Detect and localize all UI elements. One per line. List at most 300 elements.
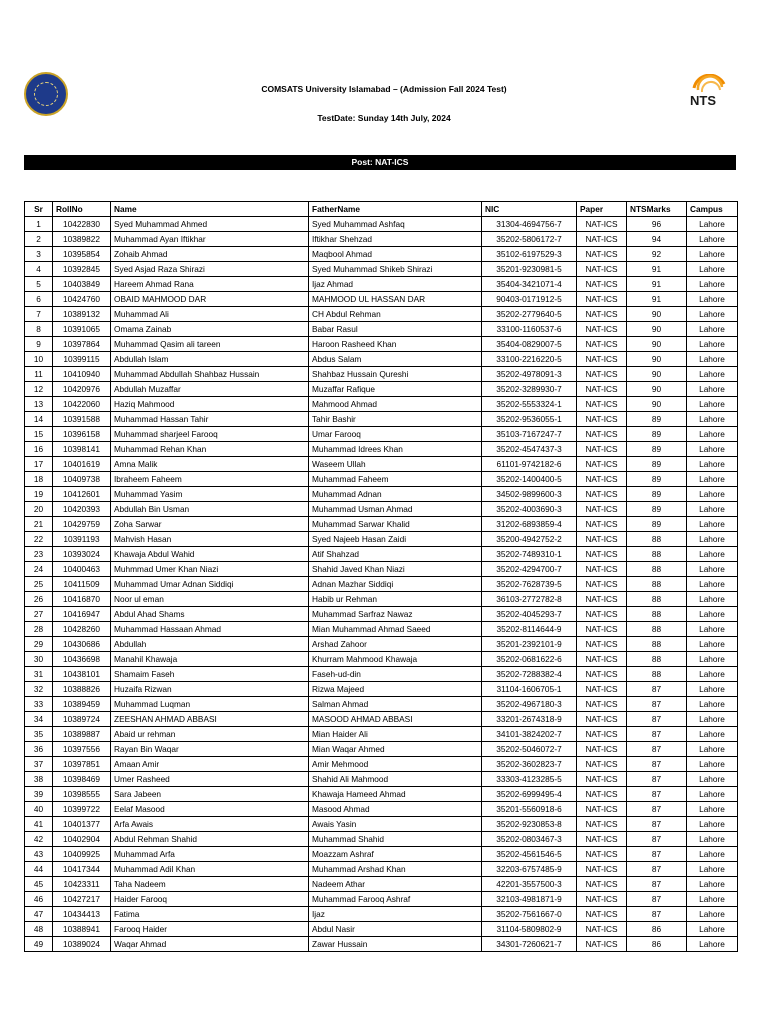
- cell-nic: 31104-1606705-1: [482, 682, 577, 697]
- table-row: [25, 562, 738, 577]
- cell-rollno: 10398141: [53, 442, 111, 457]
- cell-name: Muhammad Rehan Khan: [111, 442, 309, 457]
- cell-campus: Lahore: [687, 847, 738, 862]
- cell-name: Haider Farooq: [111, 892, 309, 907]
- cell-campus: Lahore: [687, 562, 738, 577]
- cell-fathername: Muhammad Faheem: [309, 472, 482, 487]
- cell-ntsmarks: 92: [627, 247, 687, 262]
- cell-name: Muhammad Hassaan Ahmad: [111, 622, 309, 637]
- cell-paper: NAT-ICS: [577, 217, 627, 232]
- cell-ntsmarks: 88: [627, 577, 687, 592]
- cell-paper: NAT-ICS: [577, 352, 627, 367]
- table-row: [25, 622, 738, 637]
- cell-nic: 35202-4547437-3: [482, 442, 577, 457]
- cell-rollno: 10398469: [53, 772, 111, 787]
- cell-fathername: Tahir Bashir: [309, 412, 482, 427]
- table-row: [25, 712, 738, 727]
- cell-name: Mahvish Hasan: [111, 532, 309, 547]
- cell-name: Arfa Awais: [111, 817, 309, 832]
- cell-sr: 2: [25, 232, 53, 247]
- cell-rollno: 10438101: [53, 667, 111, 682]
- cell-nic: 35404-3421071-4: [482, 277, 577, 292]
- table-row: [25, 517, 738, 532]
- table-row: [25, 232, 738, 247]
- cell-paper: NAT-ICS: [577, 772, 627, 787]
- cell-sr: 48: [25, 922, 53, 937]
- cell-nic: 35201-5560918-6: [482, 802, 577, 817]
- table-row: [25, 772, 738, 787]
- cell-nic: 33100-1160537-6: [482, 322, 577, 337]
- cell-sr: 42: [25, 832, 53, 847]
- cell-name: Eelaf Masood: [111, 802, 309, 817]
- cell-rollno: 10401619: [53, 457, 111, 472]
- cell-fathername: Maqbool Ahmad: [309, 247, 482, 262]
- table-row: [25, 637, 738, 652]
- table-row: [25, 352, 738, 367]
- cell-rollno: 10417344: [53, 862, 111, 877]
- cell-nic: 35202-9536055-1: [482, 412, 577, 427]
- cell-name: Amna Malik: [111, 457, 309, 472]
- cell-name: Rayan Bin Waqar: [111, 742, 309, 757]
- table-row: [25, 427, 738, 442]
- cell-paper: NAT-ICS: [577, 442, 627, 457]
- cell-name: Abdul Rehman Shahid: [111, 832, 309, 847]
- cell-name: Muhammad Ayan Iftikhar: [111, 232, 309, 247]
- cell-sr: 18: [25, 472, 53, 487]
- cell-name: Abaid ur rehman: [111, 727, 309, 742]
- cell-nic: 35202-5046072-7: [482, 742, 577, 757]
- table-row: [25, 457, 738, 472]
- cell-campus: Lahore: [687, 592, 738, 607]
- cell-ntsmarks: 87: [627, 862, 687, 877]
- cell-rollno: 10402904: [53, 832, 111, 847]
- cell-ntsmarks: 87: [627, 757, 687, 772]
- column-header-paper: Paper: [577, 202, 627, 217]
- cell-nic: 35202-4045293-7: [482, 607, 577, 622]
- cell-paper: NAT-ICS: [577, 232, 627, 247]
- cell-ntsmarks: 87: [627, 742, 687, 757]
- cell-campus: Lahore: [687, 637, 738, 652]
- cell-fathername: Muhammad Arshad Khan: [309, 862, 482, 877]
- cell-campus: Lahore: [687, 787, 738, 802]
- table-row: [25, 922, 738, 937]
- cell-nic: 35202-4967180-3: [482, 697, 577, 712]
- cell-fathername: Mahmood Ahmad: [309, 397, 482, 412]
- cell-ntsmarks: 87: [627, 892, 687, 907]
- cell-sr: 24: [25, 562, 53, 577]
- cell-paper: NAT-ICS: [577, 382, 627, 397]
- cell-paper: NAT-ICS: [577, 727, 627, 742]
- cell-fathername: Haroon Rasheed Khan: [309, 337, 482, 352]
- cell-name: Muhmmad Umer Khan Niazi: [111, 562, 309, 577]
- cell-name: Waqar Ahmad: [111, 937, 309, 952]
- cell-ntsmarks: 87: [627, 847, 687, 862]
- table-row: [25, 877, 738, 892]
- cell-sr: 6: [25, 292, 53, 307]
- cell-nic: 35202-1400400-5: [482, 472, 577, 487]
- cell-paper: NAT-ICS: [577, 532, 627, 547]
- cell-paper: NAT-ICS: [577, 397, 627, 412]
- table-header-row: [25, 202, 738, 217]
- table-row: [25, 742, 738, 757]
- cell-rollno: 10423311: [53, 877, 111, 892]
- cell-paper: NAT-ICS: [577, 547, 627, 562]
- cell-fathername: Muhammad Farooq Ashraf: [309, 892, 482, 907]
- cell-paper: NAT-ICS: [577, 562, 627, 577]
- cell-nic: 35202-4003690-3: [482, 502, 577, 517]
- cell-sr: 31: [25, 667, 53, 682]
- cell-name: Muhammad Qasim ali tareen: [111, 337, 309, 352]
- cell-ntsmarks: 90: [627, 382, 687, 397]
- cell-campus: Lahore: [687, 502, 738, 517]
- cell-paper: NAT-ICS: [577, 877, 627, 892]
- cell-ntsmarks: 89: [627, 472, 687, 487]
- cell-nic: 33100-2216220-5: [482, 352, 577, 367]
- cell-paper: NAT-ICS: [577, 847, 627, 862]
- cell-fathername: Salman Ahmad: [309, 697, 482, 712]
- cell-name: Farooq Haider: [111, 922, 309, 937]
- cell-ntsmarks: 87: [627, 697, 687, 712]
- cell-ntsmarks: 90: [627, 337, 687, 352]
- cell-name: Haziq Mahmood: [111, 397, 309, 412]
- cell-rollno: 10389024: [53, 937, 111, 952]
- cell-rollno: 10389887: [53, 727, 111, 742]
- cell-sr: 9: [25, 337, 53, 352]
- cell-paper: NAT-ICS: [577, 367, 627, 382]
- cell-campus: Lahore: [687, 427, 738, 442]
- table-row: [25, 277, 738, 292]
- table-row: [25, 697, 738, 712]
- cell-fathername: Nadeem Athar: [309, 877, 482, 892]
- cell-fathername: Ijaz Ahmad: [309, 277, 482, 292]
- cell-ntsmarks: 88: [627, 592, 687, 607]
- cell-campus: Lahore: [687, 337, 738, 352]
- cell-fathername: Muhammad Sarwar Khalid: [309, 517, 482, 532]
- cell-rollno: 10409925: [53, 847, 111, 862]
- cell-campus: Lahore: [687, 412, 738, 427]
- table-row: [25, 907, 738, 922]
- cell-fathername: Faseh-ud-din: [309, 667, 482, 682]
- table-row: [25, 262, 738, 277]
- cell-paper: NAT-ICS: [577, 502, 627, 517]
- cell-sr: 45: [25, 877, 53, 892]
- cell-name: Hareem Ahmad Rana: [111, 277, 309, 292]
- cell-fathername: Khawaja Hameed Ahmad: [309, 787, 482, 802]
- cell-rollno: 10389459: [53, 697, 111, 712]
- cell-paper: NAT-ICS: [577, 307, 627, 322]
- cell-rollno: 10403849: [53, 277, 111, 292]
- table-row: [25, 592, 738, 607]
- cell-campus: Lahore: [687, 382, 738, 397]
- cell-sr: 25: [25, 577, 53, 592]
- table-row: [25, 787, 738, 802]
- cell-campus: Lahore: [687, 772, 738, 787]
- cell-ntsmarks: 90: [627, 307, 687, 322]
- cell-campus: Lahore: [687, 277, 738, 292]
- cell-paper: NAT-ICS: [577, 802, 627, 817]
- cell-sr: 37: [25, 757, 53, 772]
- cell-fathername: Abdul Nasir: [309, 922, 482, 937]
- cell-fathername: Waseem Ullah: [309, 457, 482, 472]
- cell-paper: NAT-ICS: [577, 922, 627, 937]
- cell-nic: 35202-7561667-0: [482, 907, 577, 922]
- cell-sr: 36: [25, 742, 53, 757]
- cell-sr: 40: [25, 802, 53, 817]
- cell-fathername: Moazzam Ashraf: [309, 847, 482, 862]
- cell-ntsmarks: 87: [627, 727, 687, 742]
- cell-rollno: 10396158: [53, 427, 111, 442]
- cell-name: Omama Zainab: [111, 322, 309, 337]
- cell-nic: 35202-7288382-4: [482, 667, 577, 682]
- cell-paper: NAT-ICS: [577, 322, 627, 337]
- cell-rollno: 10397864: [53, 337, 111, 352]
- cell-sr: 33: [25, 697, 53, 712]
- cell-ntsmarks: 91: [627, 262, 687, 277]
- cell-campus: Lahore: [687, 817, 738, 832]
- cell-fathername: Muhammad Adnan: [309, 487, 482, 502]
- document-title: COMSATS University Islamabad – (Admission Fall 2024 Test): [261, 84, 507, 94]
- post-banner: Post: NAT-ICS: [24, 155, 736, 170]
- cell-rollno: 10420393: [53, 502, 111, 517]
- cell-nic: 34301-7260621-7: [482, 937, 577, 952]
- cell-campus: Lahore: [687, 292, 738, 307]
- cell-sr: 32: [25, 682, 53, 697]
- cell-sr: 1: [25, 217, 53, 232]
- cell-fathername: Iftikhar Shehzad: [309, 232, 482, 247]
- cell-fathername: Mian Waqar Ahmed: [309, 742, 482, 757]
- table-row: [25, 682, 738, 697]
- cell-ntsmarks: 88: [627, 562, 687, 577]
- cell-ntsmarks: 89: [627, 517, 687, 532]
- table-row: [25, 757, 738, 772]
- cell-sr: 34: [25, 712, 53, 727]
- cell-sr: 49: [25, 937, 53, 952]
- cell-paper: NAT-ICS: [577, 487, 627, 502]
- cell-fathername: Rizwa Majeed: [309, 682, 482, 697]
- cell-rollno: 10389822: [53, 232, 111, 247]
- cell-rollno: 10427217: [53, 892, 111, 907]
- cell-rollno: 10397556: [53, 742, 111, 757]
- cell-sr: 46: [25, 892, 53, 907]
- cell-rollno: 10399722: [53, 802, 111, 817]
- cell-sr: 4: [25, 262, 53, 277]
- cell-rollno: 10400463: [53, 562, 111, 577]
- cell-campus: Lahore: [687, 577, 738, 592]
- cell-ntsmarks: 91: [627, 277, 687, 292]
- cell-sr: 41: [25, 817, 53, 832]
- column-header-name: Name: [111, 202, 309, 217]
- cell-sr: 26: [25, 592, 53, 607]
- cell-rollno: 10428260: [53, 622, 111, 637]
- cell-paper: NAT-ICS: [577, 592, 627, 607]
- cell-campus: Lahore: [687, 607, 738, 622]
- cell-fathername: MAHMOOD UL HASSAN DAR: [309, 292, 482, 307]
- cell-campus: Lahore: [687, 907, 738, 922]
- cell-name: Sara Jabeen: [111, 787, 309, 802]
- cell-name: Zohaib Ahmad: [111, 247, 309, 262]
- cell-campus: Lahore: [687, 922, 738, 937]
- cell-ntsmarks: 96: [627, 217, 687, 232]
- cell-fathername: Awais Yasin: [309, 817, 482, 832]
- column-header-fathername: FatherName: [309, 202, 482, 217]
- cell-name: Abdullah Islam: [111, 352, 309, 367]
- cell-fathername: Mian Haider Ali: [309, 727, 482, 742]
- cell-nic: 35103-7167247-7: [482, 427, 577, 442]
- cell-campus: Lahore: [687, 232, 738, 247]
- cell-campus: Lahore: [687, 697, 738, 712]
- cell-fathername: CH Abdul Rehman: [309, 307, 482, 322]
- cell-fathername: Ijaz: [309, 907, 482, 922]
- cell-rollno: 10391588: [53, 412, 111, 427]
- cell-ntsmarks: 90: [627, 352, 687, 367]
- cell-campus: Lahore: [687, 322, 738, 337]
- cell-name: Muhammad Arfa: [111, 847, 309, 862]
- cell-nic: 31202-6893859-4: [482, 517, 577, 532]
- cell-rollno: 10395854: [53, 247, 111, 262]
- table-row: [25, 892, 738, 907]
- cell-rollno: 10422060: [53, 397, 111, 412]
- cell-campus: Lahore: [687, 712, 738, 727]
- table-row: [25, 217, 738, 232]
- table-row: [25, 397, 738, 412]
- cell-fathername: Muhammad Usman Ahmad: [309, 502, 482, 517]
- cell-name: Noor ul eman: [111, 592, 309, 607]
- table-row: [25, 472, 738, 487]
- cell-fathername: Muhammad Shahid: [309, 832, 482, 847]
- cell-fathername: Abdus Salam: [309, 352, 482, 367]
- cell-fathername: Arshad Zahoor: [309, 637, 482, 652]
- table-row: [25, 937, 738, 952]
- cell-name: Syed Muhammad Ahmed: [111, 217, 309, 232]
- cell-fathername: Muhammad Sarfraz Nawaz: [309, 607, 482, 622]
- cell-paper: NAT-ICS: [577, 607, 627, 622]
- cell-rollno: 10422830: [53, 217, 111, 232]
- table-row: [25, 247, 738, 262]
- cell-rollno: 10388941: [53, 922, 111, 937]
- table-row: [25, 532, 738, 547]
- cell-name: Umer Rasheed: [111, 772, 309, 787]
- cell-paper: NAT-ICS: [577, 277, 627, 292]
- table-row: [25, 607, 738, 622]
- cell-name: Khawaja Abdul Wahid: [111, 547, 309, 562]
- cell-nic: 35201-9230981-5: [482, 262, 577, 277]
- cell-ntsmarks: 87: [627, 802, 687, 817]
- cell-campus: Lahore: [687, 667, 738, 682]
- cell-sr: 35: [25, 727, 53, 742]
- cell-campus: Lahore: [687, 892, 738, 907]
- cell-fathername: Shahbaz Hussain Qureshi: [309, 367, 482, 382]
- cell-sr: 11: [25, 367, 53, 382]
- cell-nic: 35202-0803467-3: [482, 832, 577, 847]
- cell-campus: Lahore: [687, 727, 738, 742]
- cell-sr: 12: [25, 382, 53, 397]
- cell-rollno: 10434413: [53, 907, 111, 922]
- cell-nic: 32103-4981871-9: [482, 892, 577, 907]
- column-header-ntsmarks: NTSMarks: [627, 202, 687, 217]
- cell-nic: 32203-6757485-9: [482, 862, 577, 877]
- cell-rollno: 10399115: [53, 352, 111, 367]
- cell-fathername: MASOOD AHMAD ABBASI: [309, 712, 482, 727]
- cell-fathername: Syed Muhammad Shikeb Shirazi: [309, 262, 482, 277]
- cell-sr: 7: [25, 307, 53, 322]
- table-row: [25, 487, 738, 502]
- cell-fathername: Habib ur Rehman: [309, 592, 482, 607]
- cell-rollno: 10393024: [53, 547, 111, 562]
- cell-paper: NAT-ICS: [577, 337, 627, 352]
- cell-sr: 20: [25, 502, 53, 517]
- cell-name: ZEESHAN AHMAD ABBASI: [111, 712, 309, 727]
- cell-nic: 36103-2772782-8: [482, 592, 577, 607]
- table-row: [25, 802, 738, 817]
- cell-sr: 13: [25, 397, 53, 412]
- cell-ntsmarks: 88: [627, 667, 687, 682]
- cell-fathername: Babar Rasul: [309, 322, 482, 337]
- cell-ntsmarks: 88: [627, 652, 687, 667]
- table-row: [25, 292, 738, 307]
- cell-rollno: 10411509: [53, 577, 111, 592]
- cell-nic: 35202-5553324-1: [482, 397, 577, 412]
- cell-campus: Lahore: [687, 652, 738, 667]
- cell-nic: 35202-9230853-8: [482, 817, 577, 832]
- cell-rollno: 10412601: [53, 487, 111, 502]
- cell-rollno: 10424760: [53, 292, 111, 307]
- cell-ntsmarks: 88: [627, 547, 687, 562]
- cell-nic: 35202-4294700-7: [482, 562, 577, 577]
- cell-name: OBAID MAHMOOD DAR: [111, 292, 309, 307]
- cell-ntsmarks: 91: [627, 292, 687, 307]
- cell-sr: 43: [25, 847, 53, 862]
- cell-nic: 34101-3824202-7: [482, 727, 577, 742]
- cell-fathername: Shahid Javed Khan Niazi: [309, 562, 482, 577]
- column-header-rollno: RollNo: [53, 202, 111, 217]
- cell-sr: 47: [25, 907, 53, 922]
- cell-fathername: Syed Muhammad Ashfaq: [309, 217, 482, 232]
- cell-rollno: 10436698: [53, 652, 111, 667]
- cell-campus: Lahore: [687, 682, 738, 697]
- cell-sr: 10: [25, 352, 53, 367]
- table-row: [25, 847, 738, 862]
- cell-rollno: 10409738: [53, 472, 111, 487]
- cell-paper: NAT-ICS: [577, 427, 627, 442]
- cell-paper: NAT-ICS: [577, 937, 627, 952]
- cell-nic: 35202-7489310-1: [482, 547, 577, 562]
- cell-campus: Lahore: [687, 397, 738, 412]
- cell-paper: NAT-ICS: [577, 742, 627, 757]
- results-table: [24, 201, 738, 952]
- cell-sr: 39: [25, 787, 53, 802]
- cell-sr: 22: [25, 532, 53, 547]
- cell-fathername: Muhammad Idrees Khan: [309, 442, 482, 457]
- table-row: [25, 367, 738, 382]
- cell-paper: NAT-ICS: [577, 652, 627, 667]
- cell-ntsmarks: 86: [627, 937, 687, 952]
- table-row: [25, 337, 738, 352]
- cell-fathername: Amir Mehmood: [309, 757, 482, 772]
- cell-ntsmarks: 89: [627, 502, 687, 517]
- cell-ntsmarks: 87: [627, 832, 687, 847]
- cell-nic: 35202-3602823-7: [482, 757, 577, 772]
- cell-nic: 31304-4694756-7: [482, 217, 577, 232]
- cell-name: Muhammad Adil Khan: [111, 862, 309, 877]
- cell-rollno: 10416870: [53, 592, 111, 607]
- cell-rollno: 10392845: [53, 262, 111, 277]
- cell-ntsmarks: 87: [627, 907, 687, 922]
- cell-nic: 35202-7628739-5: [482, 577, 577, 592]
- test-date: TestDate: Sunday 14th July, 2024: [317, 113, 451, 123]
- cell-sr: 28: [25, 622, 53, 637]
- cell-campus: Lahore: [687, 367, 738, 382]
- cell-campus: Lahore: [687, 217, 738, 232]
